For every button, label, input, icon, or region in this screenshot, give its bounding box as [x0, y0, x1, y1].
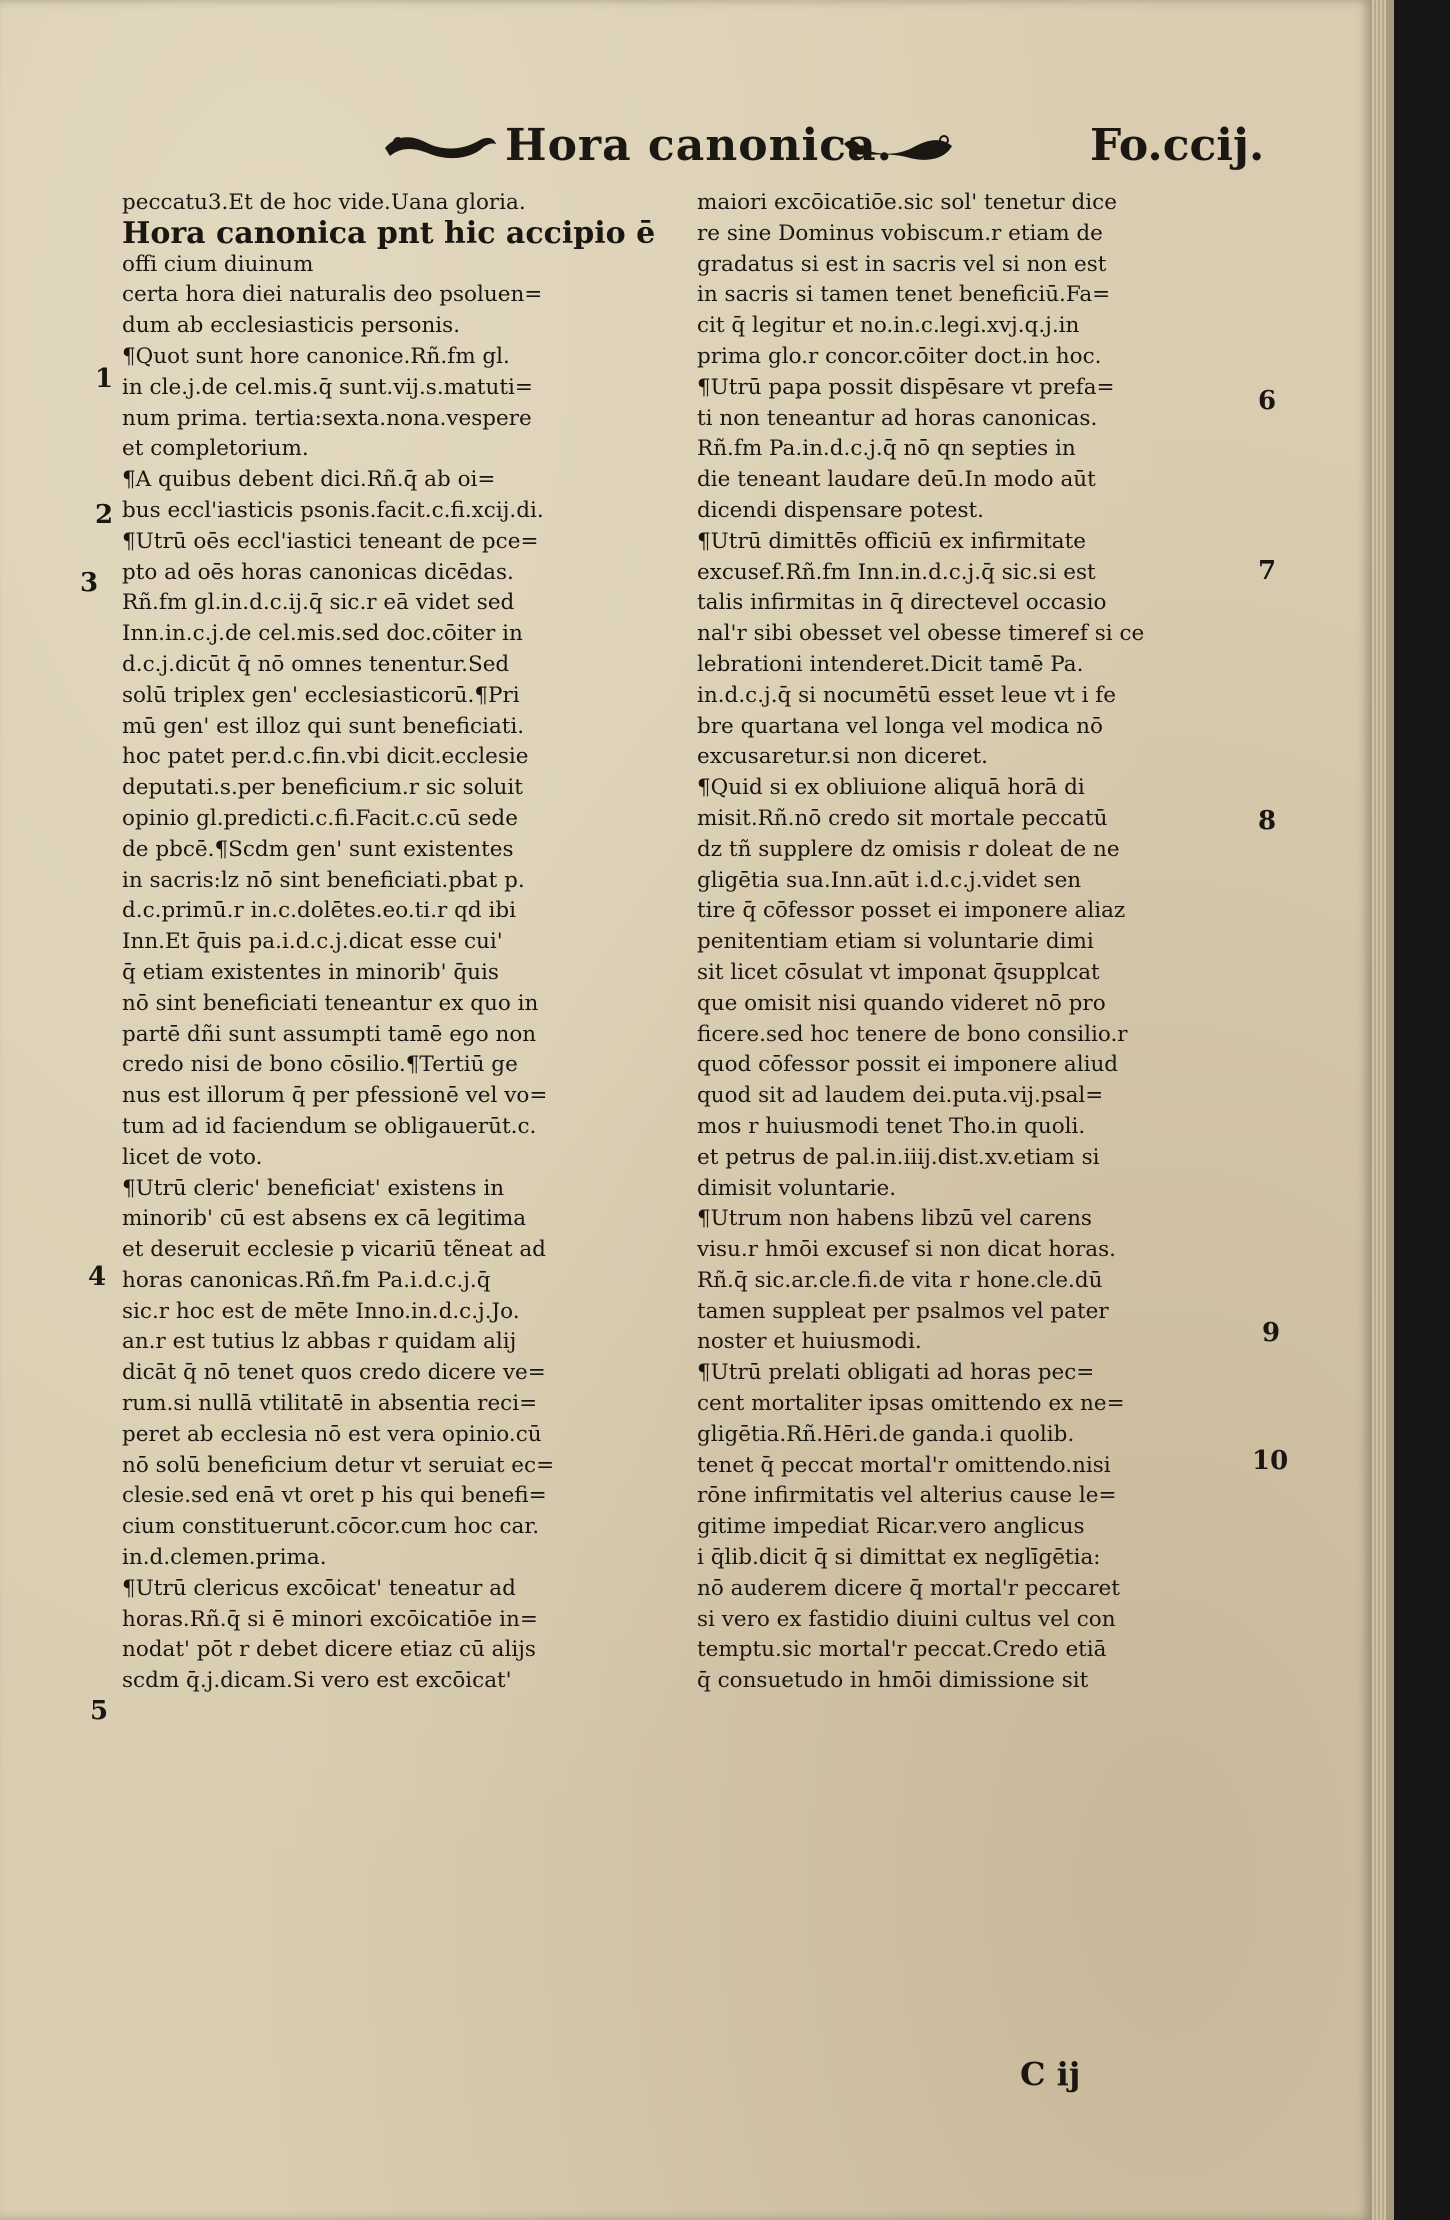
text-line: lebrationi intenderet.Dicit tamē Pa. — [697, 651, 1084, 677]
text-line: re sine Dominus vobiscum.r etiam de — [697, 220, 1103, 246]
text-line: minorib' cū est absens ex cā legitima — [122, 1206, 527, 1232]
margin-number: 9 — [1262, 1318, 1281, 1348]
text-line: ¶Quot sunt hore canonice.Rñ.fm gl. — [122, 343, 510, 369]
text-line: si vero ex fastidio diuini cultus vel con — [697, 1606, 1116, 1632]
right-ornament-icon — [840, 126, 960, 166]
text-line: bre quartana vel longa vel modica nō — [697, 713, 1103, 739]
text-line: in.d.c.j.q̄ si nocumētū esset leue vt i fe — [697, 682, 1116, 708]
left-text-column — [122, 188, 682, 1697]
text-line: ficere.sed hoc tenere de bono consilio.r — [697, 1021, 1128, 1047]
text-line: q̄ consuetudo in hmōi dimissione sit — [697, 1668, 1089, 1694]
text-line: temptu.sic mortal'r peccat.Credo etiā — [697, 1637, 1107, 1663]
text-line: ¶Utrū papa possit dispēsare vt prefa= — [697, 374, 1115, 400]
text-line: scdm q̄.j.dicam.Si vero est excōicat' — [122, 1668, 512, 1694]
text-line: Rñ.fm gl.in.d.c.ij.q̄ sic.r eā videt sed — [122, 590, 515, 616]
text-line: gligētia.Rñ.Hēri.de ganda.i quolib. — [697, 1421, 1075, 1447]
text-line: mū gen' est illoz qui sunt beneficiati. — [122, 713, 525, 739]
page-edge — [1372, 0, 1386, 2220]
text-line: nō solū beneficium detur vt seruiat ec= — [122, 1452, 555, 1478]
text-line: credo nisi de bono cōsilio.¶Tertiū ge — [122, 1052, 518, 1078]
text-line: ¶Utrū prelati obligati ad horas pec= — [697, 1360, 1095, 1386]
text-line: num prima. tertia:sexta.nona.vespere — [122, 405, 532, 431]
text-line: noster et huiusmodi. — [697, 1329, 922, 1355]
margin-number: 5 — [90, 1696, 109, 1726]
margin-number: 4 — [88, 1262, 107, 1292]
text-line: d.c.primū.r in.c.dolētes.eo.ti.r qd ibi — [122, 898, 517, 924]
text-line: ¶Quid si ex obliuione aliquā horā di — [697, 775, 1085, 801]
text-line: dicāt q̄ nō tenet quos credo dicere ve= — [122, 1360, 546, 1386]
text-line: dz tñ supplere dz omisis r doleat de ne — [697, 836, 1120, 862]
text-line: Inn.in.c.j.de cel.mis.sed doc.cōiter in — [122, 621, 523, 647]
text-line: dicendi dispensare potest. — [697, 497, 984, 523]
margin-number: 10 — [1252, 1446, 1289, 1476]
text-line: solū triplex gen' ecclesiasticorū.¶Pri — [122, 682, 520, 708]
text-line: ¶Utrū dimittēs officiū ex infirmitate — [697, 528, 1086, 554]
margin-number: 1 — [95, 364, 114, 394]
margin-number: 6 — [1258, 386, 1277, 416]
text-line: maiori excōicatiōe.sic sol' tenetur dice — [697, 190, 1117, 215]
text-line: rum.si nullā vtilitatē in absentia reci= — [122, 1391, 538, 1417]
text-line: hoc patet per.d.c.fin.vbi dicit.ecclesie — [122, 744, 529, 770]
text-line: licet de voto. — [122, 1144, 263, 1170]
text-line: quod sit ad laudem dei.puta.vij.psal= — [697, 1083, 1104, 1109]
text-line: nodat' pōt r debet dicere etiaz cū alijs — [122, 1637, 536, 1663]
text-line: gligētia sua.Inn.aūt i.d.c.j.videt sen — [697, 867, 1082, 893]
text-line: deputati.s.per beneficium.r sic soluit — [122, 775, 523, 801]
text-line: offi cium diuinum — [122, 251, 314, 277]
text-line: opinio gl.predicti.c.fi.Facit.c.cū sede — [122, 805, 518, 831]
scan-margin — [1394, 0, 1450, 2220]
text-line: nus est illorum q̄ per pfessionē vel vo= — [122, 1083, 548, 1109]
left-ornament-icon — [380, 126, 500, 166]
text-line: cit q̄ legitur et no.in.c.legi.xvj.q.j.in — [697, 313, 1080, 339]
text-line: nō auderem dicere q̄ mortal'r peccaret — [697, 1575, 1120, 1601]
text-line: nal'r sibi obesset vel obesse timeref si ce — [697, 621, 1145, 647]
text-line: que omisit nisi quando videret nō pro — [697, 990, 1106, 1016]
text-line: rōne infirmitatis vel alterius cause le= — [697, 1483, 1117, 1509]
text-line: ti non teneantur ad horas canonicas. — [697, 405, 1098, 431]
text-line: gitime impediat Ricar.vero anglicus — [697, 1514, 1085, 1540]
text-line: in sacris:lz nō sint beneficiati.pbat p. — [122, 867, 525, 893]
text-line: tenet q̄ peccat mortal'r omittendo.nisi — [697, 1452, 1111, 1478]
text-line: tire q̄ cōfessor posset ei imponere aliaz — [697, 898, 1126, 924]
text-line: cent mortaliter ipsas omittendo ex ne= — [697, 1391, 1125, 1417]
text-line: de pbcē.¶Scdm gen' sunt existentes — [122, 836, 514, 862]
text-line: peret ab ecclesia nō est vera opinio.cū — [122, 1421, 542, 1447]
right-text-column — [697, 188, 1257, 1697]
text-line: dum ab ecclesiasticis personis. — [122, 313, 461, 339]
text-line: et petrus de pal.in.iiij.dist.xv.etiam si — [697, 1144, 1100, 1170]
text-line: cium constituerunt.cōcor.cum hoc car. — [122, 1514, 540, 1540]
text-line: Hora canonica pnt hic accipio ē — [122, 215, 656, 251]
text-line: nō sint beneficiati teneantur ex quo in — [122, 990, 539, 1016]
text-line: mos r huiusmodi tenet Tho.in quoli. — [697, 1113, 1086, 1139]
text-line: ¶Utrū oēs eccl'iastici teneant de pce= — [122, 528, 539, 554]
text-line: peccatu3.Et de hoc vide.Uana gloria. — [122, 190, 526, 215]
page-edge-shadow — [1386, 0, 1394, 2220]
text-line: partē dñi sunt assumpti tamē ego non — [122, 1021, 537, 1047]
margin-number: 8 — [1258, 806, 1277, 836]
text-line: quod cōfessor possit ei imponere aliud — [697, 1052, 1119, 1078]
text-line: die teneant laudare deū.In modo aūt — [697, 467, 1096, 493]
text-line: excusaretur.si non diceret. — [697, 744, 988, 770]
text-line: Inn.Et q̄uis pa.i.d.c.j.dicat esse cui' — [122, 929, 503, 955]
text-line: Rñ.fm Pa.in.d.c.j.q̄ nō qn septies in — [697, 436, 1076, 462]
text-line: dimisit voluntarie. — [697, 1175, 897, 1201]
text-line: tamen suppleat per psalmos vel pater — [697, 1298, 1109, 1324]
running-header — [370, 118, 1290, 178]
text-line: sic.r hoc est de mēte Inno.in.d.c.j.Jo. — [122, 1298, 520, 1324]
text-line: in sacris si tamen tenet beneficiū.Fa= — [697, 282, 1111, 308]
margin-number: 2 — [95, 500, 114, 530]
text-line: excusef.Rñ.fm Inn.in.d.c.j.q̄ sic.si est — [697, 559, 1096, 585]
text-line: gradatus si est in sacris vel si non est — [697, 251, 1107, 277]
text-line: horas canonicas.Rñ.fm Pa.i.d.c.j.q̄ — [122, 1267, 491, 1293]
text-line: i q̄lib.dicit q̄ si dimittat ex neglīgētia: — [697, 1545, 1101, 1571]
text-line: visu.r hmōi excusef si non dicat horas. — [697, 1237, 1116, 1263]
page-title: Hora canonica. — [505, 120, 893, 171]
text-line: talis infirmitas in q̄ directevel occasio — [697, 590, 1107, 616]
text-line: clesie.sed enā vt oret p his qui benefi= — [122, 1483, 547, 1509]
text-line: et deseruit ecclesie p vicariū tẽneat ad — [122, 1237, 546, 1263]
text-line: ¶A quibus debent dici.Rñ.q̄ ab oi= — [122, 467, 496, 493]
text-line: horas.Rñ.q̄ si ē minori excōicatiōe in= — [122, 1606, 538, 1632]
text-line: q̄ etiam existentes in minorib' q̄uis — [122, 959, 499, 985]
text-line: an.r est tutius lz abbas r quidam alij — [122, 1329, 517, 1355]
text-line: misit.Rñ.nō credo sit mortale peccatū — [697, 805, 1108, 831]
text-line: d.c.j.dicūt q̄ nō omnes tenentur.Sed — [122, 651, 510, 677]
margin-number: 3 — [80, 568, 99, 598]
text-line: prima glo.r concor.cōiter doct.in hoc. — [697, 343, 1102, 369]
text-line: sit licet cōsulat vt imponat q̄supplcat — [697, 959, 1100, 985]
text-line: ¶Utrū clericus excōicat' teneatur ad — [122, 1575, 516, 1601]
folio-number: Fo.ccij. — [1090, 120, 1265, 171]
text-line: bus eccl'iasticis psonis.facit.c.fi.xcij.di. — [122, 497, 544, 523]
text-line: penitentiam etiam si voluntarie dimi — [697, 929, 1094, 955]
text-line: tum ad id faciendum se obligauerūt.c. — [122, 1113, 537, 1139]
text-line: ¶Utrū cleric' beneficiat' existens in — [122, 1175, 505, 1201]
text-line: Rñ.q̄ sic.ar.cle.fi.de vita r hone.cle.dū — [697, 1267, 1103, 1293]
text-line: pto ad oēs horas canonicas dicēdas. — [122, 559, 514, 585]
text-line: ¶Utrum non habens libzū vel carens — [697, 1206, 1092, 1232]
text-line: et completorium. — [122, 436, 309, 462]
margin-number: 7 — [1258, 556, 1277, 586]
text-line: certa hora diei naturalis deo psoluen= — [122, 282, 543, 308]
text-line: in cle.j.de cel.mis.q̄ sunt.vij.s.matuti= — [122, 374, 533, 400]
text-line: in.d.clemen.prima. — [122, 1545, 327, 1571]
signature-mark: C ij — [1020, 2055, 1081, 2093]
